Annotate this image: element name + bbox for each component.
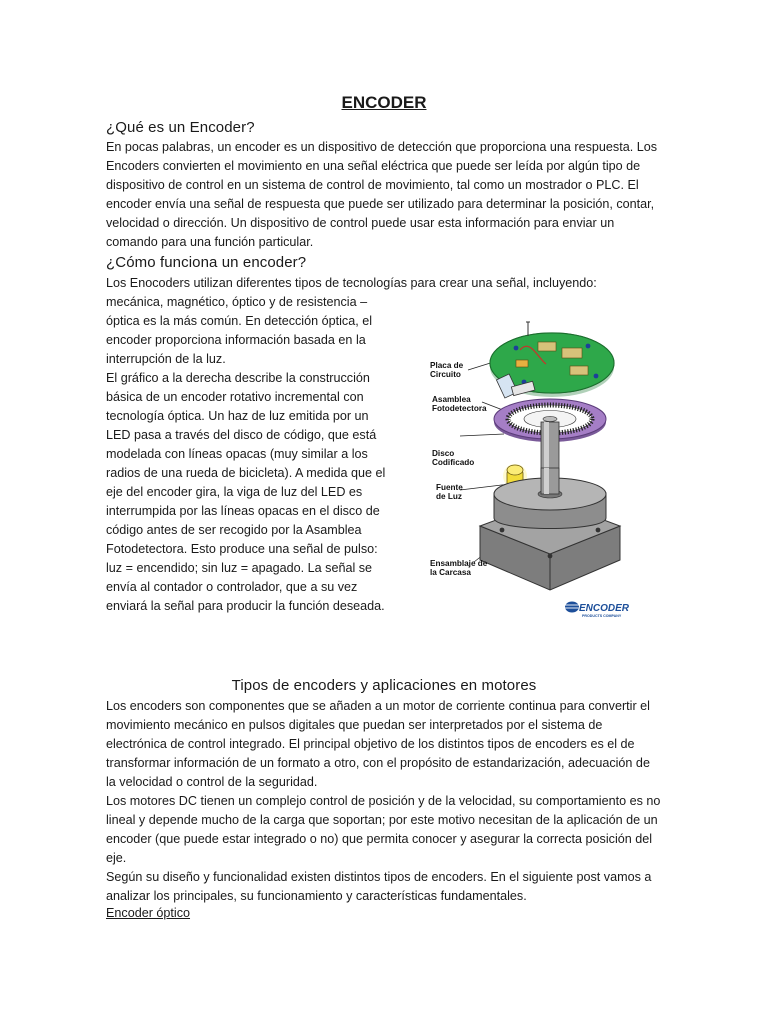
label-disco-1: Disco [432, 449, 455, 458]
encoder-housing [480, 468, 620, 590]
label-fuente-1: Fuente [436, 483, 463, 492]
link-encoder-optico[interactable]: Encoder óptico [106, 906, 191, 920]
brand-subtitle: PRODUCTS COMPANY [582, 614, 622, 618]
heading-que-es: ¿Qué es un Encoder? [106, 119, 255, 136]
heading-tipos: Tipos de encoders y aplicaciones en motores [231, 677, 537, 694]
label-placa-1: Placa de [430, 361, 464, 370]
paragraph-tipos-3: Según su diseño y funcionalidad existen distintos tipos de encoders. En el siguiente post vamos a analizar los principales, su funcionamiento y características fundamentales. [106, 870, 652, 903]
label-asamblea-2: Fotodetectora [432, 404, 487, 413]
paragraph-tipos-2: Los motores DC tienen un complejo control de posición y de la velocidad, su comportamiento es no lineal y depende mucho de la carga que soportan; por este motivo necesitan de la aplicación de un encoder (que puede estar integrado o no) que permita conocer y asegurar la correcta posición del eje. [106, 794, 661, 865]
brand-name: ENCODER [579, 603, 630, 614]
label-fuente-2: de Luz [436, 492, 462, 501]
paragraph-tipos-1: Los encoders son componentes que se añaden a un motor de corriente continua para convertir el movimiento mecánico en pulsos digitales que puedan ser interpretados por el sistema de electrónica de control integrado. El principal objetivo de los distintos tipos de encoders es el de transformar información de un formato a otro, con el propósito de estandarización, adecuación de la velocidad o control de la seguridad. [106, 699, 650, 789]
paragraph-como-column: mecánica, magnético, óptico y de resistencia – óptica es la más común. En detección óptica, el encoder proporciona información basada en la interrupción de la luz. El gráfico a la derecha describe la construcción básica de un encoder rotativo incremental con tecnología óptica. Un haz de luz emitida por un LED pasa a través del disco de código, que está modelada con líneas opacas (muy similar a los radios de una rueda de bicicleta). A medida que el eje del encoder gira, la viga de luz del LED es interrumpida por las líneas opacas en el disco de código antes de ser recogido por la Asamblea Fotodetectora. Esto produce una señal de pulso: luz = encendido; sin luz = apagado. La señal se envía al contador o controlador, que a su vez enviará la señal para producir la función deseada. [106, 295, 386, 613]
label-asamblea-1: Asamblea [432, 395, 471, 404]
label-placa-2: Circuito [430, 370, 461, 379]
callout-line-disco [460, 434, 504, 436]
encoder-diagram [420, 318, 650, 626]
label-carcasa-1: Ensamblaje de [430, 559, 488, 568]
label-carcasa-2: la Carcasa [430, 568, 471, 577]
paragraph-que-es: En pocas palabras, un encoder es un dispositivo de detección que proporciona una respuesta. Los Encoders convierten el movimiento en una señal eléctrica que puede ser leída por algún tipo de dispositivo de control en un sistema de control de movimiento, tal como un mostrador o PLC. El encoder envía una señal de respuesta que puede ser utilizado para determinar la posición, contar, velocidad o dirección. Un dispositivo de control puede usar esta información para enviar un comando para una función particular. [106, 140, 657, 249]
encoder-brand-logo [565, 602, 630, 619]
document-title: ENCODER [341, 93, 427, 112]
paragraph-como-intro: Los Enocoders utilizan diferentes tipos de tecnologías para crear una señal, incluyendo: [106, 276, 597, 290]
label-disco-2: Codificado [432, 458, 475, 467]
heading-como-funciona: ¿Cómo funciona un encoder? [106, 254, 307, 271]
